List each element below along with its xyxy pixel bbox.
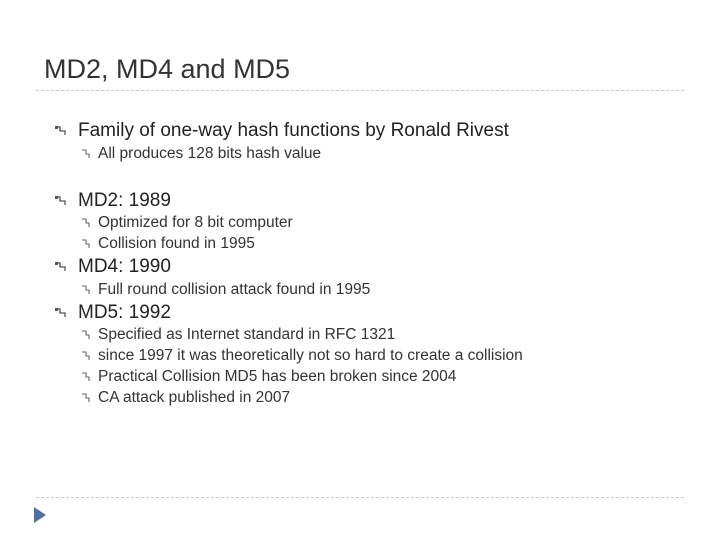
sub-bullet-icon: [80, 238, 90, 250]
sub-bullet-icon: [80, 329, 90, 341]
bullet-item: [52, 118, 509, 144]
sub-bullet-icon: [80, 371, 90, 383]
sub-bullet-item: [80, 387, 290, 408]
bullet-icon: [52, 123, 68, 139]
sub-bullet-text: All produces 128 bits hash value: [98, 145, 322, 162]
sub-bullet-item: [80, 279, 370, 300]
bullet-item: [52, 254, 171, 280]
sub-bullet-icon: [80, 350, 90, 362]
sub-bullet-icon: [80, 148, 90, 160]
sub-bullet-item: [80, 212, 293, 233]
sub-bullet-item: [80, 366, 456, 387]
bullet-icon: [52, 193, 68, 209]
sub-bullet-icon: [80, 284, 90, 296]
bullet-icon: [52, 305, 68, 321]
sub-bullet-icon: [80, 217, 90, 229]
sub-bullet-text: since 1997 it was theoretically not so hard to create a collision: [98, 347, 523, 364]
sub-bullet-item: [80, 345, 523, 366]
sub-bullet-item: [80, 324, 395, 345]
bullet-text: MD2: 1989: [78, 190, 171, 211]
sub-bullet-text: Collision found in 1995: [98, 235, 255, 252]
bullet-text: MD4: 1990: [78, 256, 171, 277]
bullet-icon: [52, 259, 68, 275]
slide-title: MD2, MD4 and MD5: [44, 54, 291, 84]
footer-divider: [36, 497, 684, 498]
bullet-item: [52, 300, 171, 326]
sub-bullet-item: [80, 233, 255, 254]
sub-bullet-text: Practical Collision MD5 has been broken since 2004: [98, 368, 457, 385]
bullet-text: Family of one-way hash functions by Ronald Rivest: [78, 120, 509, 141]
play-arrow-icon[interactable]: [33, 506, 47, 524]
sub-bullet-item: [80, 143, 321, 164]
bullet-text: MD5: 1992: [78, 302, 171, 323]
sub-bullet-text: Specified as Internet standard in RFC 1321: [98, 326, 396, 343]
sub-bullet-text: Optimized for 8 bit computer: [98, 214, 293, 231]
sub-bullet-icon: [80, 392, 90, 404]
sub-bullet-text: Full round collision attack found in 1995: [98, 281, 371, 298]
sub-bullet-text: CA attack published in 2007: [98, 389, 291, 406]
bullet-item: [52, 188, 171, 214]
title-divider: [36, 90, 684, 91]
